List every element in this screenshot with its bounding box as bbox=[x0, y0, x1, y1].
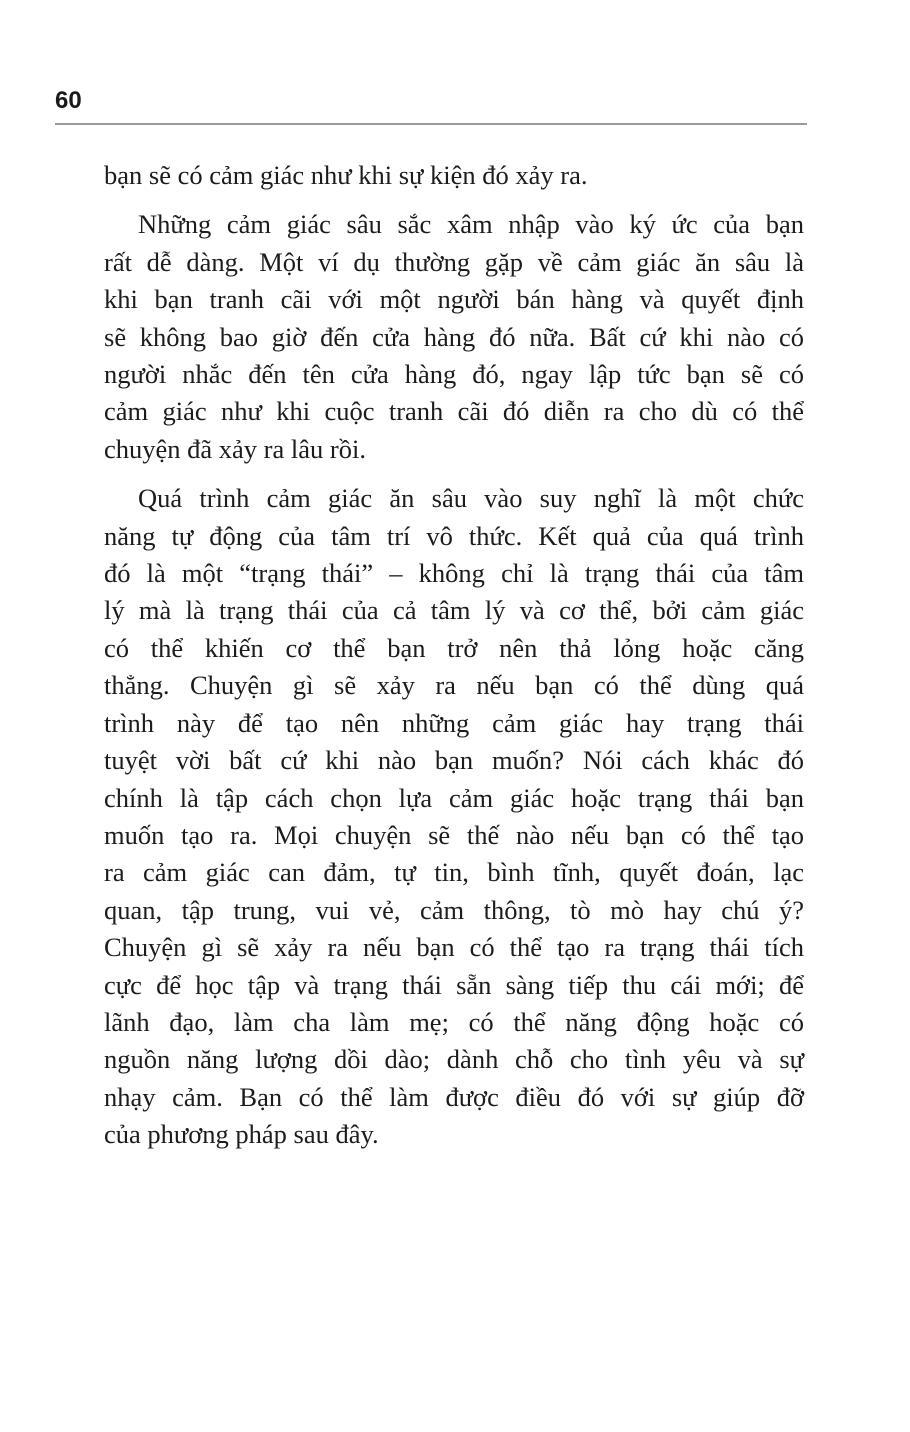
text-line: sẽ không bao giờ đến cửa hàng đó nữa. Bất cứ khi nào có bbox=[104, 321, 804, 352]
paragraph-2 bbox=[104, 206, 804, 468]
paragraph-1 bbox=[104, 157, 804, 194]
header-divider bbox=[55, 123, 807, 125]
text-line: Những cảm giác sâu sắc xâm nhập vào ký ức của bạn bbox=[138, 209, 804, 240]
text-line: năng tự động của tâm trí vô thức. Kết quả của quá trình bbox=[104, 520, 804, 551]
text-line: muốn tạo ra. Mọi chuyện sẽ thế nào nếu bạn có thể tạo bbox=[104, 819, 804, 850]
text-line: khi bạn tranh cãi với một người bán hàng và quyết định bbox=[104, 284, 804, 315]
text-line: người nhắc đến tên cửa hàng đó, ngay lập tức bạn sẽ có bbox=[104, 359, 804, 390]
text-line: rất dễ dàng. Một ví dụ thường gặp về cảm giác ăn sâu là bbox=[104, 246, 804, 277]
body-text bbox=[104, 157, 804, 1166]
text-line: đó là một “trạng thái” – không chỉ là trạng thái của tâm bbox=[104, 558, 804, 589]
text-line: thẳng. Chuyện gì sẽ xảy ra nếu bạn có thể dùng quá bbox=[104, 670, 804, 701]
text-line: trình này để tạo nên những cảm giác hay trạng thái bbox=[104, 707, 804, 738]
paragraph-3 bbox=[104, 480, 804, 1153]
text-line: cực để học tập và trạng thái sẵn sàng tiếp thu cái mới; để bbox=[104, 969, 804, 1000]
text-line: có thể khiến cơ thể bạn trở nên thả lỏng hoặc căng bbox=[104, 632, 804, 663]
text-line: nhạy cảm. Bạn có thể làm được điều đó với sự giúp đỡ bbox=[104, 1081, 804, 1112]
text-line: quan, tập trung, vui vẻ, cảm thông, tò mò hay chú ý? bbox=[104, 894, 804, 925]
text-line: Quá trình cảm giác ăn sâu vào suy nghĩ là một chức bbox=[138, 483, 804, 514]
text-line: bạn sẽ có cảm giác như khi sự kiện đó xảy ra. bbox=[104, 160, 588, 190]
text-line: lý mà là trạng thái của cả tâm lý và cơ thể, bởi cảm giác bbox=[104, 595, 804, 626]
page-number: 60 bbox=[55, 87, 82, 114]
text-line: chính là tập cách chọn lựa cảm giác hoặc trạng thái bạn bbox=[104, 782, 804, 813]
text-line: cảm giác như khi cuộc tranh cãi đó diễn ra cho dù có thể bbox=[104, 396, 804, 427]
text-line: nguồn năng lượng dồi dào; dành chỗ cho tình yêu và sự bbox=[104, 1044, 804, 1075]
text-line: Chuyện gì sẽ xảy ra nếu bạn có thể tạo ra trạng thái tích bbox=[104, 932, 804, 963]
text-line: ra cảm giác can đảm, tự tin, bình tĩnh, quyết đoán, lạc bbox=[104, 857, 804, 888]
text-line: lãnh đạo, làm cha làm mẹ; có thể năng động hoặc có bbox=[104, 1006, 804, 1037]
text-line: của phương pháp sau đây. bbox=[104, 1119, 379, 1150]
text-line: tuyệt vời bất cứ khi nào bạn muốn? Nói cách khác đó bbox=[104, 745, 804, 776]
text-line: chuyện đã xảy ra lâu rồi. bbox=[104, 433, 366, 464]
